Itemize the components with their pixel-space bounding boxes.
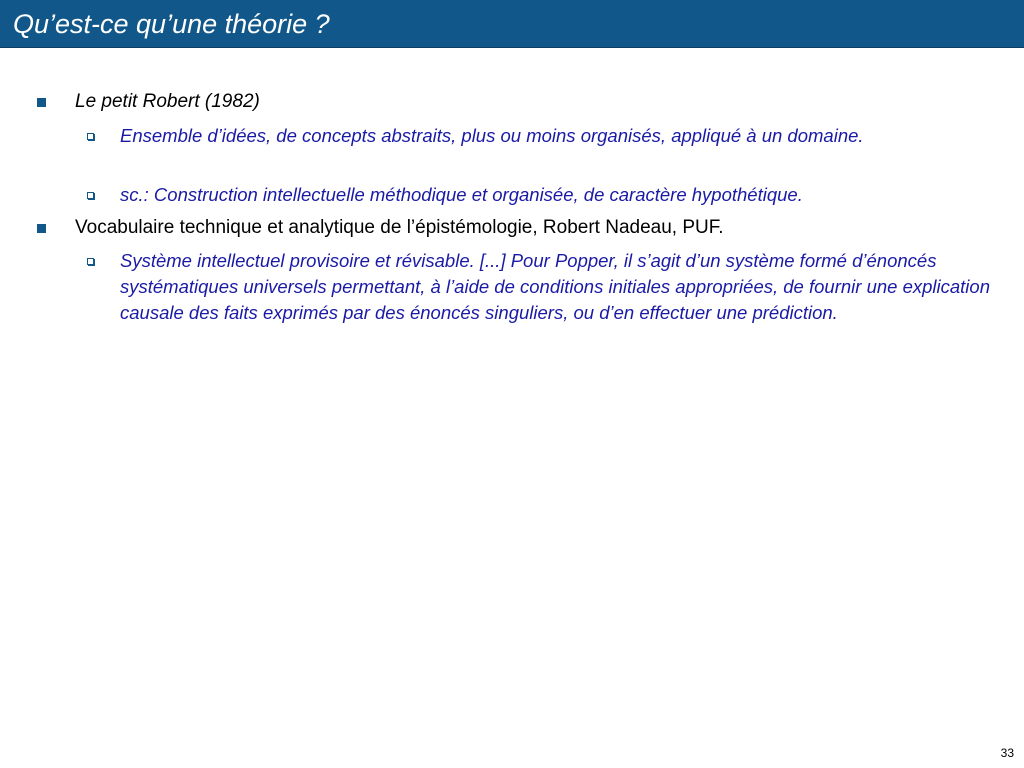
sub-bullet-item-1-2 [120, 182, 990, 208]
filled-square-bullet-icon [37, 224, 46, 233]
sub-bullet-item-2-1 [120, 248, 990, 326]
hollow-square-bullet-icon [87, 133, 94, 140]
sub-bullet-text: Système intellectuel provisoire et révisable. [...] Pour Popper, il s’agit d’un système formé d’énoncés systématiques universels permettant, à l’aide de conditions initiales appropriées, de fournir une explication causale des faits exprimés par des énoncés singuliers, ou d’en effectuer une prédiction. [120, 250, 990, 323]
sub-bullet-item-1-1 [120, 123, 990, 149]
bullet-item-2 [75, 215, 995, 241]
slide-title: Qu’est-ce qu’une théorie ? [13, 9, 330, 39]
bullet-text: Vocabulaire technique et analytique de l’épistémologie, Robert Nadeau, PUF. [75, 217, 724, 238]
hollow-square-bullet-icon [87, 258, 94, 265]
page-number: 33 [1000, 746, 1014, 760]
bullet-text: Le petit Robert (1982) [75, 91, 260, 112]
hollow-square-bullet-icon [87, 192, 94, 199]
filled-square-bullet-icon [37, 98, 46, 107]
sub-bullet-text: Ensemble d’idées, de concepts abstraits, plus ou moins organisés, appliqué à un domaine. [120, 125, 864, 146]
bullet-item-1 [75, 89, 995, 115]
sub-bullet-text: sc.: Construction intellectuelle méthodique et organisée, de caractère hypothétique. [120, 184, 803, 205]
